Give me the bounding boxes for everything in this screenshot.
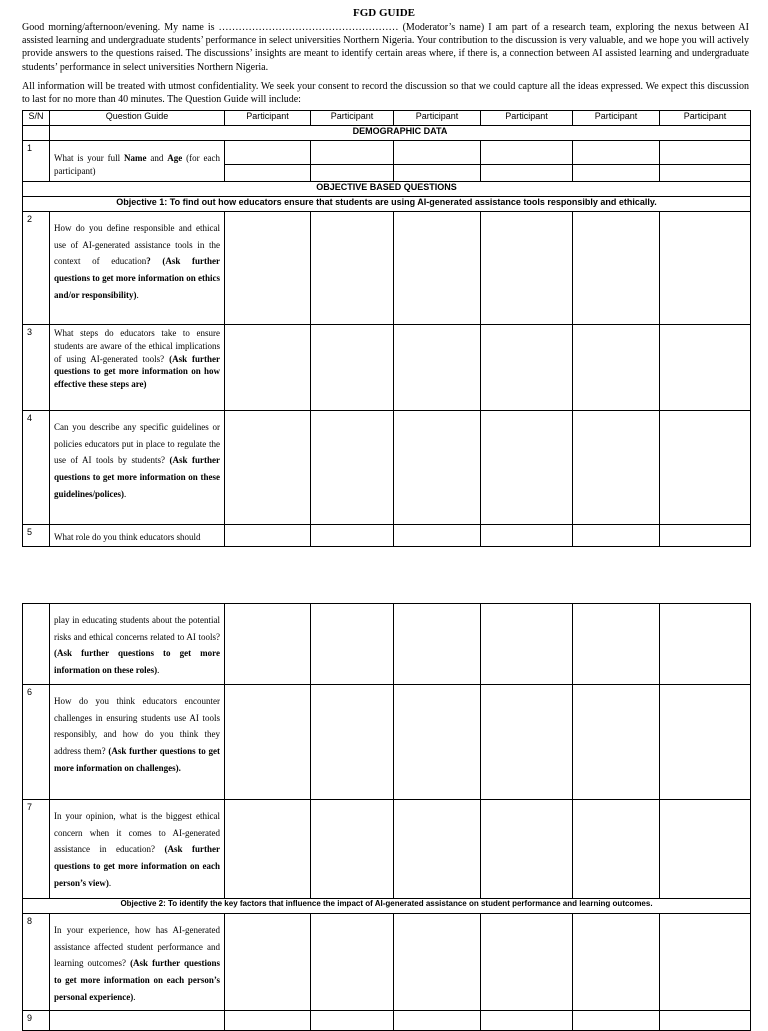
intro-paragraph-2: All information will be treated with utmost confidentiality. We seek your consent to record the discussion so that we could capture all the ideas expressed. We expect this discussion to last for no more than 40 minutes. The Question Guide will include:: [22, 81, 749, 106]
participant-cell[interactable]: [394, 800, 481, 899]
participant-cell[interactable]: [573, 411, 660, 525]
question-text: [50, 604, 225, 685]
participant-cell[interactable]: [481, 685, 573, 800]
participant-cell[interactable]: [660, 1011, 751, 1031]
participant-cell[interactable]: [573, 165, 660, 182]
question-bold-age: Age: [167, 152, 183, 163]
row-number: 5: [23, 525, 50, 547]
participant-cell[interactable]: [660, 685, 751, 800]
participant-cell[interactable]: [311, 325, 394, 411]
header-participant: Participant: [225, 111, 311, 126]
participant-cell[interactable]: [225, 800, 311, 899]
participant-cell[interactable]: [660, 525, 751, 547]
question-text: [50, 914, 225, 1011]
participant-cell[interactable]: [660, 411, 751, 525]
question-text-part: What steps do educators take to ensure students are aware of the ethical implications of using AI-generated tools?: [54, 328, 220, 364]
participant-cell[interactable]: [394, 525, 481, 547]
participant-cell[interactable]: [573, 604, 660, 685]
row-number: 3: [23, 325, 50, 411]
participant-cell[interactable]: [311, 165, 394, 182]
header-participant: Participant: [660, 111, 751, 126]
row-number: 8: [23, 914, 50, 1011]
participant-cell[interactable]: [573, 141, 660, 165]
participant-cell[interactable]: [394, 411, 481, 525]
participant-cell[interactable]: [225, 411, 311, 525]
question-guide-table: [22, 110, 751, 547]
question-instruction: (Ask further questions to get more information on these guidelines/polices): [54, 455, 220, 499]
participant-cell[interactable]: [225, 1011, 311, 1031]
question-text-part: and: [146, 152, 168, 163]
header-participant: Participant: [311, 111, 394, 126]
document-page-2: [0, 603, 768, 1024]
objective-2-row: [23, 899, 751, 914]
header-participant: Participant: [573, 111, 660, 126]
question-text-part: (for each participant): [54, 152, 220, 176]
participant-cell[interactable]: [311, 525, 394, 547]
participant-cell[interactable]: [573, 800, 660, 899]
participant-cell[interactable]: [394, 165, 481, 182]
participant-cell[interactable]: [660, 800, 751, 899]
participant-cell[interactable]: [660, 165, 751, 182]
participant-cell[interactable]: [481, 165, 573, 182]
participant-cell[interactable]: [394, 914, 481, 1011]
question-text: [50, 212, 225, 325]
question-text-part: play in educating students about the potential risks and ethical concerns related to AI tools?: [54, 615, 220, 642]
intro-paragraph-1: Good morning/afternoon/evening. My name is ……………………………………………… (Moderator’s name) I am part of a research team, exploring the nexus between AI assisted learning and undergraduate students’ performance in select universities Northern Nigeria. Your contribution to the discussion is very valuable, and we hope you will actively provide answers to the questions raised. The discussions’ insights are meant to identify certain areas where, if there is, a connection between AI assisted learning and undergraduate students’ performance in select universities Northern Nigeria.: [22, 22, 749, 73]
participant-cell[interactable]: [311, 604, 394, 685]
participant-cell[interactable]: [481, 525, 573, 547]
question-text-part: What is your full: [54, 152, 124, 163]
question-instruction: (Ask further questions to get more information on each person’s personal experience): [54, 958, 220, 1002]
question-text: [50, 1011, 225, 1031]
table-header-row: [23, 111, 751, 126]
participant-cell[interactable]: [573, 525, 660, 547]
row-number: 4: [23, 411, 50, 525]
row-number: [23, 604, 50, 685]
header-participant: Participant: [481, 111, 573, 126]
header-question-guide: Question Guide: [50, 111, 225, 126]
question-text-part: .: [136, 289, 139, 300]
participant-cell[interactable]: [225, 165, 311, 182]
participant-cell[interactable]: [481, 1011, 573, 1031]
row-number: 1: [23, 141, 50, 182]
participant-cell[interactable]: [573, 685, 660, 800]
participant-cell[interactable]: [394, 1011, 481, 1031]
table-row: [23, 525, 751, 547]
participant-cell[interactable]: [225, 914, 311, 1011]
table-row: [23, 411, 751, 525]
participant-cell[interactable]: [311, 141, 394, 165]
question-text: [50, 800, 225, 899]
section-title-objective-based: OBJECTIVE BASED QUESTIONS: [23, 182, 751, 197]
participant-cell[interactable]: [311, 212, 394, 325]
participant-cell[interactable]: [573, 212, 660, 325]
section-title-demographic: DEMOGRAPHIC DATA: [50, 126, 751, 141]
participant-cell[interactable]: [394, 685, 481, 800]
table-row: [23, 212, 751, 325]
participant-cell[interactable]: [481, 325, 573, 411]
participant-cell[interactable]: [660, 604, 751, 685]
participant-cell[interactable]: [481, 212, 573, 325]
table-row: [23, 685, 751, 800]
participant-cell[interactable]: [660, 212, 751, 325]
table-row: [23, 800, 751, 899]
question-instruction: (Ask further questions to get more information on challenges).: [54, 745, 220, 773]
participant-cell[interactable]: [394, 604, 481, 685]
participant-cell[interactable]: [225, 141, 311, 165]
document-title: FGD GUIDE: [352, 7, 416, 19]
participant-cell[interactable]: [573, 1011, 660, 1031]
participant-cell[interactable]: [225, 325, 311, 411]
header-sn: S/N: [23, 111, 50, 126]
objective-2-text: Objective 2: To identify the key factors that influence the impact of AI-generated assistance on student performance and learning outcomes.: [23, 899, 751, 914]
participant-cell[interactable]: [394, 325, 481, 411]
participant-cell[interactable]: [481, 800, 573, 899]
participant-cell[interactable]: [225, 525, 311, 547]
question-guide-table-continued: [22, 603, 751, 1031]
participant-cell[interactable]: [660, 914, 751, 1011]
participant-cell[interactable]: [394, 141, 481, 165]
participant-cell[interactable]: [311, 800, 394, 899]
section-row-demographic: [23, 126, 751, 141]
objective-1-text: Objective 1: To find out how educators ensure that students are using AI-generated assistance tools responsibly and ethically.: [23, 197, 751, 212]
participant-cell[interactable]: [573, 914, 660, 1011]
participant-cell[interactable]: [311, 1011, 394, 1031]
table-row: [23, 141, 751, 165]
objective-1-row: [23, 197, 751, 212]
participant-cell[interactable]: [394, 212, 481, 325]
participant-cell[interactable]: [311, 411, 394, 525]
participant-cell[interactable]: [481, 411, 573, 525]
table-row: [23, 914, 751, 1011]
participant-cell[interactable]: [311, 685, 394, 800]
participant-cell[interactable]: [311, 914, 394, 1011]
question-text-part: .: [157, 664, 160, 675]
participant-cell[interactable]: [481, 914, 573, 1011]
participant-cell[interactable]: [573, 325, 660, 411]
participant-cell[interactable]: [225, 685, 311, 800]
question-text-part: .: [133, 991, 136, 1002]
participant-cell[interactable]: [660, 141, 751, 165]
question-instruction: (Ask further questions to get more information on each person’s view): [54, 844, 221, 888]
question-instruction: (Ask further questions to get more information on how effective these steps are): [54, 353, 220, 390]
question-text: [50, 325, 225, 411]
participant-cell[interactable]: [660, 325, 751, 411]
participant-cell[interactable]: [481, 604, 573, 685]
question-text-part: In your experience, how has AI-generated assistance affected student performance and learning outcomes?: [54, 925, 220, 969]
row-number: 9: [23, 1011, 50, 1031]
question-text: What role do you think educators should: [50, 525, 225, 547]
question-text-part: In your opinion, what is the biggest ethical concern when it comes to AI-generated assistance in education?: [54, 811, 220, 855]
table-row: [23, 325, 751, 411]
question-bold-name: Name: [124, 152, 147, 163]
participant-cell[interactable]: [481, 141, 573, 165]
row-number: 2: [23, 212, 50, 325]
participant-cell[interactable]: [225, 212, 311, 325]
question-text: [50, 411, 225, 525]
table-row: [23, 604, 751, 685]
question-text-part: .: [108, 877, 112, 888]
row-number: 7: [23, 800, 50, 899]
question-text-part: How do you think educators encounter challenges in ensuring students use AI tools responsibly, and how do you think they address them?: [54, 696, 220, 756]
question-text: [50, 141, 225, 182]
question-text: [50, 685, 225, 800]
question-text-part: .: [124, 488, 127, 499]
question-text-part: Can you describe any specific guidelines or policies educators put in place to regulate the use of AI tools by students?: [54, 422, 220, 466]
table-row: [23, 1011, 751, 1031]
row-number: 6: [23, 685, 50, 800]
participant-cell[interactable]: [225, 604, 311, 685]
header-participant: Participant: [394, 111, 481, 126]
question-text-part: How do you define responsible and ethical use of AI-generated assistance tools in the context of education: [54, 223, 220, 267]
question-instruction: ? (Ask further questions to get more information on ethics and/or responsibility): [54, 256, 220, 300]
section-row-objective-based: [23, 182, 751, 197]
question-instruction: (Ask further questions to get more information on these roles): [54, 648, 220, 675]
